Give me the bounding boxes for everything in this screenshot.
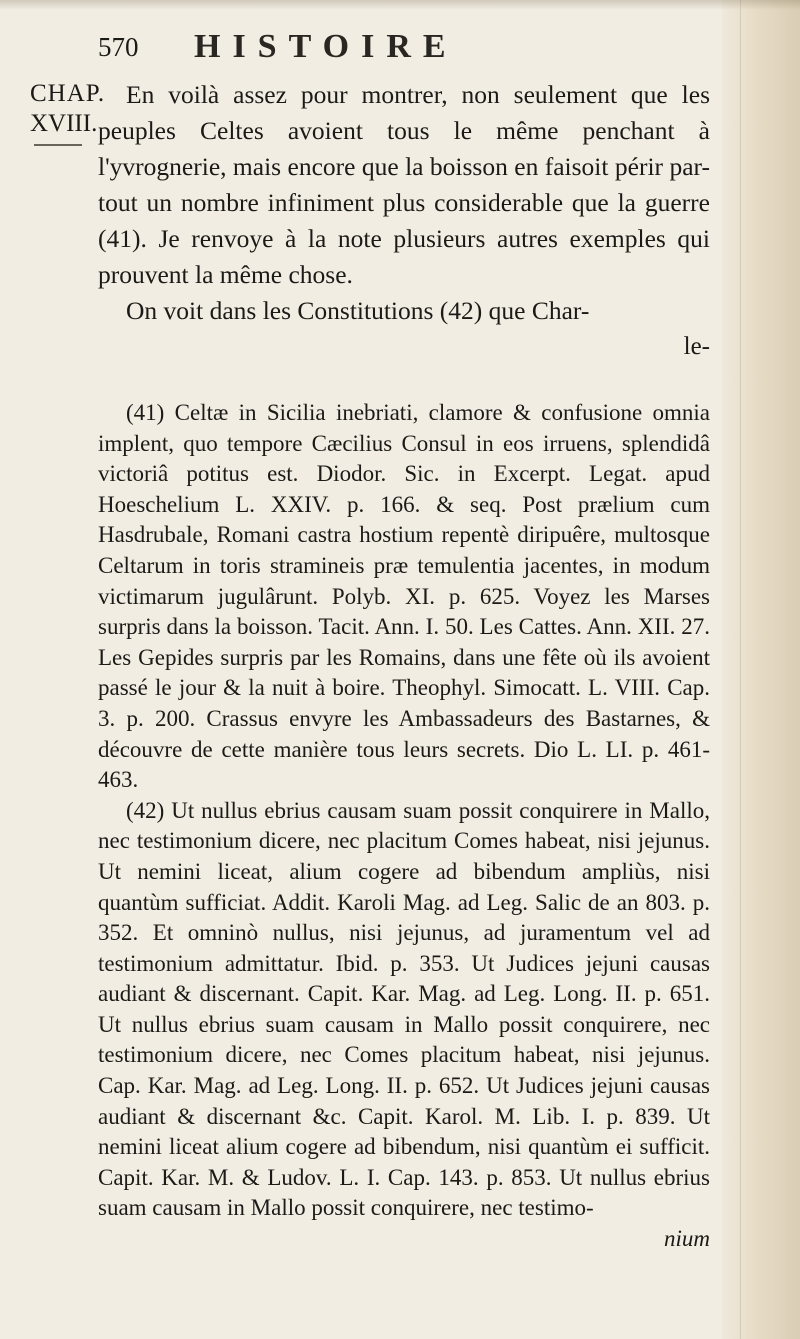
footnotes	[98, 398, 710, 1255]
top-shadow	[0, 0, 800, 10]
chapter-rule	[34, 144, 82, 146]
footnote-41: (41) Celtæ in Sicilia inebriati, clamore & confusione omnia implent, quo tempore Cæcilius Consul in eos irruens, splendidâ victoriâ potitus est. Diodor. Sic. in Excerpt. Legat. apud Hoeschelium L. XXIV. p. 166. & seq. Post prælium cum Hasdrubale, Romani castra hostium repentè diripuêre, multosque Celtarum in toris stramineis præ temulentia jacentes, in modum victimarum jugulârunt. Polyb. XI. p. 625. Voyez les Marses surpris dans la boisson. Tacit. Ann. I. 50. Les Cattes. Ann. XII. 27. Les Gepides surpris par les Romains, dans une fête où ils avoient passé le jour & la nuit à boire. Theophyl. Simocatt. L. VIII. Cap. 3. p. 200. Crassus envyre les Ambassadeurs des Bastarnes, & découvre de cette manière tous leurs secrets. Dio L. LI. p. 461-463.	[98, 400, 710, 793]
body-paragraph-1: En voilà assez pour montrer, non seulement que les peuples Celtes avoient tous le même penchant à l'yvrognerie, mais encore que la boisson en faisoit périr par-tout un nombre infiniment plus considerable que la guerre (41). Je renvoye à la note plusieurs autres exemples qui prouvent la même chose.	[98, 80, 710, 289]
footnote-catchword: nium	[664, 1226, 710, 1252]
chapter-number: XVIII.	[30, 110, 98, 137]
main-text	[98, 77, 710, 365]
page-header	[98, 28, 698, 68]
chapter-margin-note	[30, 80, 106, 146]
chapter-label: CHAP.	[30, 80, 106, 107]
running-title: HISTOIRE	[194, 28, 458, 65]
body-catchword: le-	[683, 333, 710, 360]
page-number: 570	[98, 32, 139, 62]
body-paragraph-2: On voit dans les Constitutions (42) que Char-	[126, 296, 590, 325]
footnote-42: (42) Ut nullus ebrius causam suam possit conquirere in Mallo, nec testimonium dicere, nec placitum Comes habeat, nisi jejunus. Ut nemini liceat, alium cogere ad bibendum ampliùs, nisi quantùm sufficiat. Addit. Karoli Mag. ad Leg. Salic de an 803. p. 352. Et omninò nullus, nisi jejunus, ad juramentum vel ad testimonium admittatur. Ibid. p. 353. Ut Judices jejuni causas audiant & discernant. Capit. Kar. Mag. ad Leg. Long. II. p. 651. Ut nullus ebrius suam causam in Mallo possit conquirere, nec testimonium dicere, nec Comes placitum habeat, nisi jejunus. Cap. Kar. Mag. ad Leg. Long. II. p. 652. Ut Judices jejuni causas audiant & discernant &c. Capit. Karol. M. Lib. I. p. 839. Ut nemini liceat alium cogere ad bibendum, nisi quantùm ei sufficit. Capit. Kar. M. & Ludov. L. I. Cap. 143. p. 853. Ut nullus ebrius suam causam in Mallo possit conquirere, nec testimo-	[98, 797, 710, 1221]
page-edge-shadow	[722, 0, 800, 1339]
